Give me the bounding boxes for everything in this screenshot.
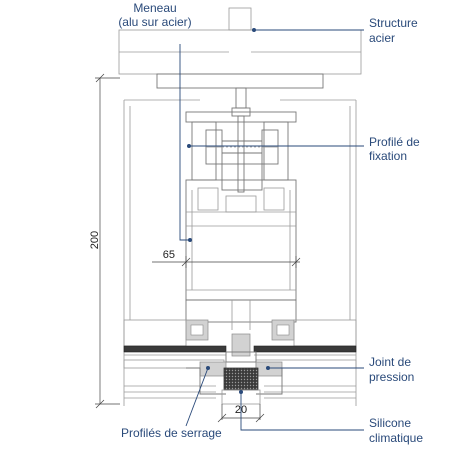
label-meneau-line1: Meneau — [133, 1, 177, 15]
mullion-body — [186, 180, 296, 330]
label-structure-line2: acier — [369, 31, 396, 45]
label-silicone-line1: Silicone — [369, 416, 412, 430]
label-meneau-line2: (alu sur acier) — [118, 15, 192, 29]
anchor-bolt — [232, 88, 250, 192]
label-profiles-serrage: Profilés de serrage — [121, 426, 222, 440]
dimension-joint-text: 20 — [234, 404, 248, 416]
label-joint-line2: pression — [369, 370, 415, 384]
label-structure-line1: Structure — [369, 16, 418, 30]
label-silicone-line2: climatique — [369, 431, 424, 445]
label-profile-line2: fixation — [369, 149, 408, 163]
dimension-height-text: 200 — [89, 230, 101, 250]
fixing-profile — [186, 112, 296, 190]
dimension-width-text: 65 — [162, 249, 175, 261]
label-joint-line1: Joint de — [369, 355, 412, 369]
label-profile-line1: Profilé de — [369, 135, 420, 149]
dimension-65 — [152, 249, 300, 268]
dimension-200 — [89, 74, 120, 408]
annotation-labels — [118, 1, 423, 445]
